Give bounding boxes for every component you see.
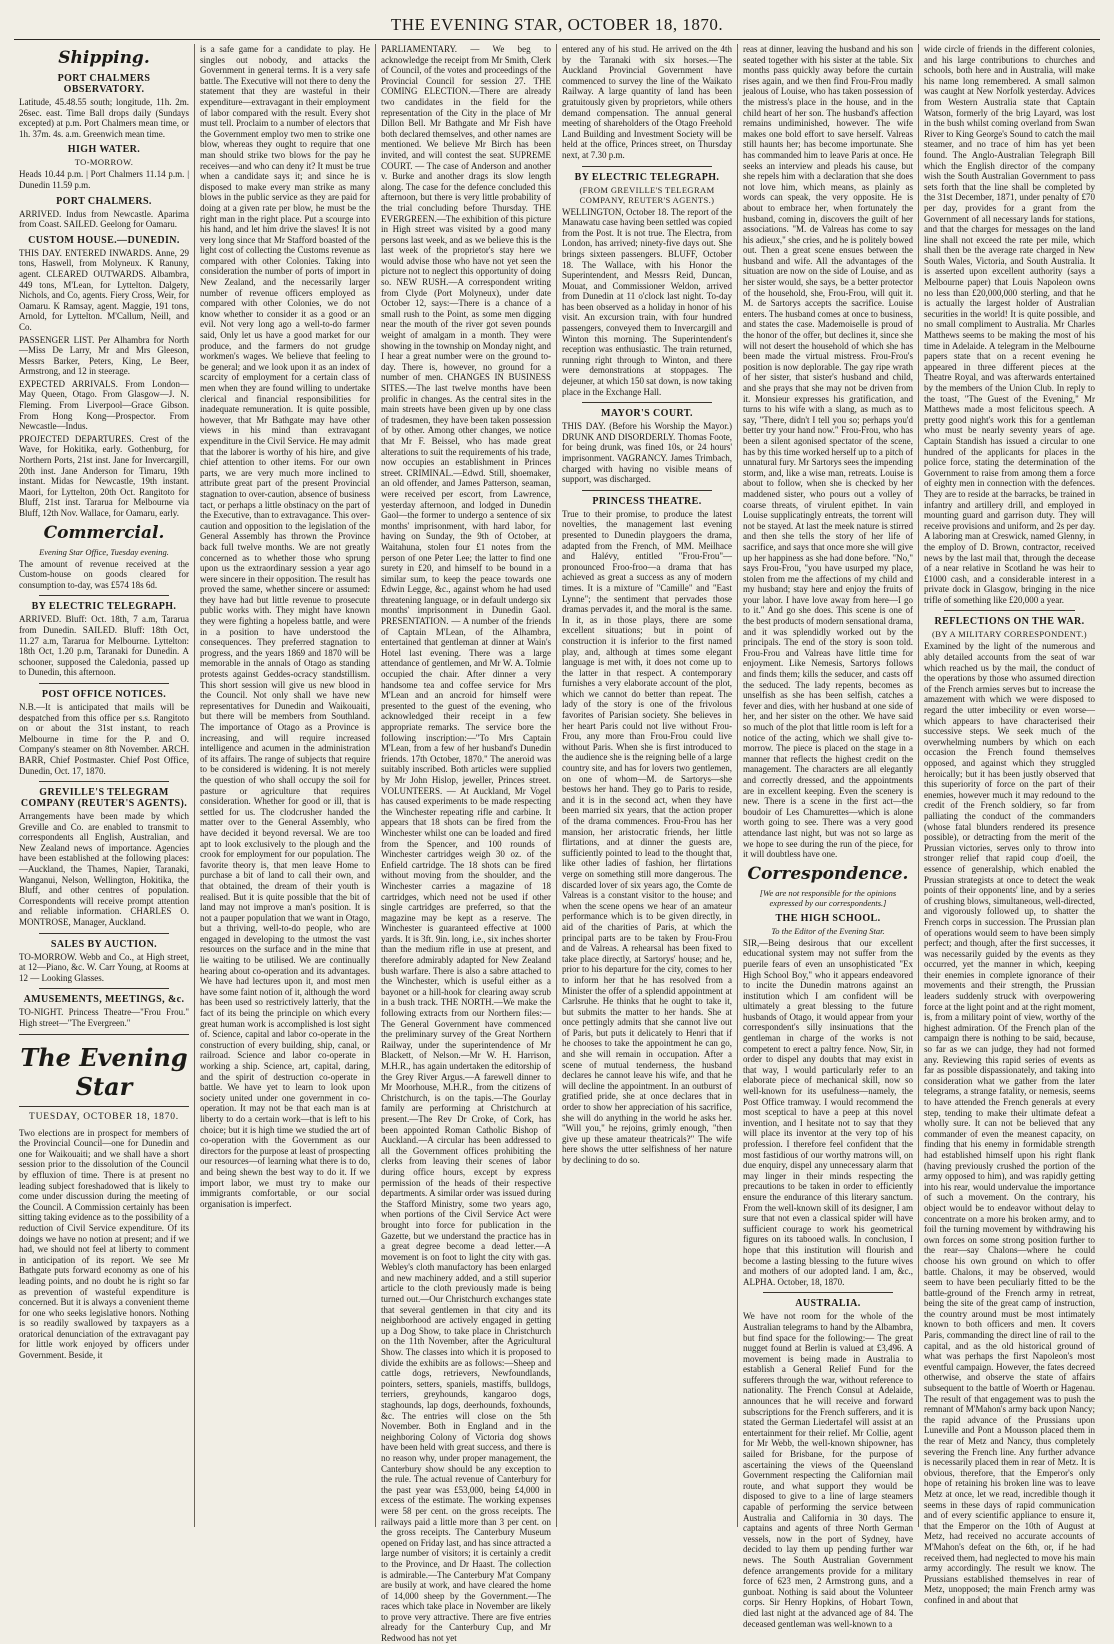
post-office-heading: POST OFFICE NOTICES. [41, 688, 167, 700]
telegraph-heading: BY ELECTRIC TELEGRAPH. [31, 601, 177, 613]
column-3 [376, 44, 557, 1644]
shipping-heading: Shipping. [58, 48, 150, 68]
column-1 [14, 44, 195, 1527]
divider [582, 402, 712, 403]
greville-heading: GREVILLE'S TELEGRAM COMPANY (REUTER'S AGENTS). [20, 787, 188, 810]
correspondence-note: [We are not responsible for the opinions expressed by our correspondents.] [759, 887, 897, 908]
masthead: THE EVENING STAR, OCTOBER 18, 1870. [14, 0, 1100, 40]
australia-text: We have not room for the whole of the Australian telegrams to hand by the Albambra, but find space for the following:— The great nugget found at Berlin is valued at £3,496. A movement is being made in Australia to establish a General Relief Fund for the sufferers through the war, without reference to nationality. The French Consul at Adelaide, announces that he will receive and forward subscriptions for the French sufferers, and it is stated the German Liedertafel will assist at an entertainment for their relief. Mr Collie, agent for Mr Webb, the well-known shipowner, has sailed for Brisbane, for the purpose of ascertaining the views of the Queensland Government respecting the Californian mail route, and what support they would be disposed to give to a line of large steamers capable of performing the service between Australia and California in 30 days. The captains and agents of three North German vessels, now in the port of Sydney, have decided to lay them up pending further war news. The South Australian Government defence arrangements provide for a military force of 623 men, 2 Armstrong guns, and a gunboat. Nothing is said about the Volunteer corps. Sir Henry Hopkins, of Hobart Town, died last night at the advanced age of 84. The deceased gentleman was well-known to a [743, 1311, 913, 1629]
high-school-heading: THE HIGH SCHOOL. [775, 912, 881, 924]
divider [19, 1106, 189, 1107]
divider [39, 683, 169, 684]
expected-arrivals-text: EXPECTED ARRIVALS. From London—May Queen, Otago. From Glasgow—J. N. Fleming. From Liverpool—Grace Gibson. From Hong Kong—Prospector. From Newcastle—Indus. [19, 378, 189, 432]
high-water-sub: TO-MORROW. [74, 157, 134, 168]
observatory-heading: PORT CHALMERS OBSERVATORY. [57, 73, 151, 95]
divider [39, 595, 169, 596]
divider [39, 988, 169, 989]
divider [39, 781, 169, 782]
amusements-heading: AMUSEMENTS, MEETINGS, &c. [23, 994, 185, 1006]
projected-departures-text: PROJECTED DEPARTURES. Crest of the Wave, for Hokitika, early. Gothenburg, for Northern Ports, 21st inst. Jane for Invercargill, 20th inst. Jane Anderson for Timaru, 19th instant. Midas for Newcastle, 19th instant. Maori, for Lyttelton, 20th Oct. Rangitoto for Bluff, 21st inst. Tararua for Melbourne via Bluff, 12th Nov. Wallace, for Oamaru, early. [19, 433, 189, 518]
commercial-heading: Commercial. [43, 522, 165, 543]
mayors-court-text: THIS DAY. (Before his Worship the Mayor.) DRUNK AND DISORDERLY. Thomas Foote, for being drunk, was fined 10s, or 24 hours' imprisonment. VAGRANCY. James Trimbach, charged with having no visible means of support, was discharged. [562, 421, 732, 485]
local-news-continued: entered any of his stud. He arrived on the 4th by the Taranaki with six horses.—The Auckland Provincial Government have commenced to survey the line of the Waikato Railway. A large quantity of land has been gratuitously given by proprietors, while others demand compensation. The annual general meeting of shareholders of the Otago Freehold Land Building and Investment Society will be held at the office, Princes street, on Thursday next, at 7.30 p.m. [562, 44, 732, 160]
column-6 [919, 44, 1100, 1605]
greville-text: Arrangements have been made by which Greville and Co. are enabled to transmit to correspondents all English, Australian, and New Zealand news of importance. Agencies have been established at the following places:—Auckland, the Thames, Napier, Taranaki, Wanganui, Nelson, Wellington, Hokitika, the Bluff, and other centres of population. Correspondents will receive prompt attention and reliable information. CHARLES O. MONTROSE, Manager, Auckland. [19, 811, 189, 928]
high-school-sub: To the Editor of the Evening Star. [771, 925, 885, 936]
telegraph-heading: BY ELECTRIC TELEGRAPH. [574, 171, 720, 183]
princess-theatre-heading: PRINCESS THEATRE. [592, 495, 702, 507]
evening-star-title: The Evening Star [20, 1042, 188, 1101]
australia-heading: AUSTRALIA. [795, 1298, 861, 1310]
reflections-text: Examined by the light of the numerous and ably detailed accounts from the seat of war which reached us by the mail, the conduct of the operations by those who assumed direction of the French armies serves but to increase the amazement with which we were disposed to regard the utter imbecility or even worse—which appears to have characterised their successive steps. We seek much of the overwhelming numbers by which on each occasion the French found themselves opposed, and against which they struggled heroically; but it has been justly observed that this superiority of force on the part of their enemies, however much it may redound to the credit of the French soldiery, so far from palliating the conduct of the commanders (whose fatal blunders rendered its presence possible), or detracting from the merit of the Prussian victories, serves only to throw into stronger relief that rapid coup d'oeil, the essence of generalship, which enabled the Prussian strategists at once to detect the weak points of their opponents' line, and by a series of crushing blows, simultaneous, well-directed, and vigorously followed up, to shatter the French corps in succession. The Prussian plan of operations would seem to have been simply perfect; and though, after the first successes, it was necessarily guided by the events as they occurred, yet the manner in which, keeping their enemies in complete ignorance of their movements and their strength, the Prussian leaders suddenly struck with overpowering force at the light point and at the right moment, is, from a military point of view, worthy of the highest admiration. Of the French plan of the campaign there is nothing to be said, because, so far as we can judge, they had not formed any. Reviewing this rapid series of events as far as possible dispassionately, and taking into consideration what we gather from the later telegrams, a strange fatality, or nemesis, seems to have attended the French generals at every step, tending to make their ultimate defeat a wholly sure. It can not be believed that any commander of even the meanest capacity, on finding that his enemy in formidable strength had established himself upon his right flank (having previously crushed the portion of the army opposed to him), and was rapidly getting into his rear, would undervalue the importance of such a movement. On the contrary, his object would be to endeavor without delay to concentrate on a more his broken army, and to foil the turning movement by withdrawing his own forces on some strong position further to the rear—say Chalons—where he could choose his own ground on which to offer battle. Chalons, it may be observed, would seem to have been peculiarly fitted to be the battle-ground of the French army in retreat, being the site of the great camp of instruction, the country around must be most intimately known to both officers and men. It covers Paris, commanding the direct line of rail to the capital, and as the old historical ground of what was perhaps the first Napoleon's most eventful campaign. However, the fates decreed otherwise, and observe the state of affairs subsequent to the battle of Woerth or Hagenau. The result of that engagement was to push the remnant of M'Mahon's army back upon Nancy; the rapid advance of the Prussians upon Luneville and Pont a Mousson placed them in the rear of Metz and Nancy, thus completely severing the French line. Any further advance is necessarily placed them in rear of Metz. It is obvious, therefore, that the Emperor's only hope of retaining his broken line was to leave Metz at once, let we read, incredible though it seems in these days of rapid communication and of every scientific appliance to ensure it, that the Emperor on the 10th of August at Metz, had received no accurate accounts of M'Mahon's defeat on the 6th, or, if he had received them, had neglected to move his main army accordingly. The result we know. The Prussians established themselves in rear of Metz, unopposed; the main French army was confined in and about that [924, 641, 1095, 1605]
port-chalmers-text: ARRIVED. Indus from Newcastle. Aparima from Coast. SAILED. Geelong for Oamaru. [19, 208, 189, 230]
reflections-sub: (BY A MILITARY CORRESPONDENT.) [931, 629, 1088, 640]
custom-house-text: THIS DAY. ENTERED INWARDS. Anne, 29 tons, Haswell, from Molyneux. K Ranuny, agent. CLEARED OUTWARDS. Albambra, 449 tons, M'Lean, for Lyttelton. Dalgety, Nichols, and Co, agents. Fiery Cross, Weir, for Oamaru. K Ramsay, agent. Maggie, 191 tons, Arnold, for Lyttelton. M'Callum, Neill, and Co. [19, 247, 189, 332]
issue-date: TUESDAY, OCTOBER 18, 1870. [29, 1111, 179, 1122]
australia-continued: wide circle of friends in the different colonies, and his large contributions to churches and schools, both here and in Australia, will make his name long remembered. A small salmon was caught at New Norfolk yesterday. Advices from Western Australia state that Captain Watson, formerly of the brig Layard, was lost in the bush whilst coming overland from Swan River to King George's Sound to catch the mail steamer, and no trace of him has yet been found. The Anglo-Australian Telegraph Bill which the English director of the company wish the South Australian Government to pass sets forth that the line shall be completed by the 31st December, 1871, under penalty of £70 per day, provides for a grant from the Government of all necessary lands for stations, and that the charges for messages on the land line shall not exceed the rate per mile, which shall then be the average rate charged in New South Wales, Victoria, and South Australia. It is asserted upon excellent authority (says a Melbourne paper) that Louis Napoleon owns no less than £20,000,000 sterling, and that he is actually the largest holder of Australian securities in the world! It is quite possible, and no small compliment to Australia. Mr Charles Matthews seems to be making the most of his time in Adelaide. A telegram in the Melbourne papers state that on a recent evening he appeared in three different pieces at the Theatre Royal, and was afterwards entertained by the members of the Union Club. In reply to the toast, "The Guest of the Evening," Mr Matthews made a most felicitous speech. A pretty good night's work this for a gentleman who must be nearly seventy years of age. Captain Standish has issued a circular to one hundred of the applicants for places in the police force, stating the determination of the Government to raise from among them a force of eighty men in connection with the defences. They are to reside at the barracks, be trained in infantry and artillery drill, and employed in mounting guard and garrison duty. They will receive provisions and uniform, and 2s per day. A laboring man at Creswick, named Glenny, in the employ of D. Brown, contractor, received news by the last mail that, through the decease of a near relative in Scotland he was heir to £1000 cash, and a considerable interest in a private dock in Glasgow, bringing in the nice trifle of something like £20,000 a year. [924, 44, 1095, 605]
high-water-text: Heads 10.44 p.m. | Port Chalmers 11.14 p.m. | Dunedin 11.59 p.m. [19, 169, 189, 190]
correspondence-heading: Correspondence. [747, 863, 909, 884]
commercial-sub: Evening Star Office, Tuesday evening. [39, 546, 169, 557]
high-school-letter: SIR,—Being desirous that our excellent educational system may not suffer from the puerile fears of even an unsophisticated "Ex High School Boy," who it appears endeavored to incite the Dunedin matrons against an institution which I am confident will be ultimately a great blessing to the future husbands of Otago, it would appear from your correspondent's silly insinuations that the gentleman in charge of the works is not competent to erect a paltry fence. Now, Sir, in order to dispel any doubts that may exist in that way, I would particularly refer to an elaborate piece of mechanical skill, now so well-known for its usefulness—namely, the Post Office tramway. I would recommend the most sceptical to have a peep at this novel invention, and I hesitate not to say that they will place its inventor at the very top of his profession. I therefore feel confident that the most fastidious of our worthy matrons will, on due enquiry, dispel any unnecessary alarm that may linger in their minds respecting the precautions to be taken in order to efficiently ensure the endurance of this literary sanctum. From the well-known skill of its designer, I am sure that not even a classical spider will have sufficient courage to work his geometrical figures on its tabooed walls. In conclusion, I hope that this institution will flourish and become a lasting blessing to the future wives and mothers of our adopted land. I am, &c., ALPHA. October, 18, 1870. [743, 937, 913, 1287]
commercial-text: The amount of revenue received at the Custom-house on goods cleared for consumption to-day, was £574 18s 6d. [19, 558, 189, 590]
divider [944, 610, 1075, 611]
divider [582, 166, 712, 167]
sales-heading: SALES BY AUCTION. [50, 938, 158, 950]
column-5 [738, 44, 919, 1629]
divider [582, 490, 712, 491]
princess-theatre-text: True to their promise, to produce the latest novelties, the management last evening presented to Dunedin playgoers the drama, adapted from the French, of MM. Meilhace and Halévy, entitled "Frou-Frou"—pronounced Froo-froo—a drama that has achieved as great a success as any of modern times. It is a mixture of "Camille" and "East Lynne"; the sentiment that pervades those dramas pervades it, and the moral is the same. In it, as in those plays, there are some excellent situations; but in point of construction it is inferior to the first named play, and, although at times some elegant language is met with, it does not come up to the latter in that respect. A contemporary furnishes a very elaborate account of the plot, which we cannot do better than repeat. The lady of the story is one of the frivolous favorites of Parisian society. She believes in her heart Paris could not live without Frou-Frou, any more than Frou-Frou could live without Paris. When she is first introduced to the audience she is the reigning belle of a large country site, and has for lovers two gentlemen, on one of whom—M. de Sartorys—she bestows her hand. They go to Paris to reside, and it is in the second act, when they have been married six years, that the action proper of the drama commences. Frou-Frou has her mansion, her aristocratic friends, her little flirtations, and at dinner the guests are, sufficiently pointed to lead to the thought that, like other ladies of fashion, her flirtations verge on something still more dangerous. The discarded lover of six years ago, the Comte de Valreas is a constant visitor to the house; and when the scene opens we hear of an amateur performance which is to be given directly, in aid of the charities of Paris, at which the principal parts are to be taken by Frou-Frou and de Valreas. A rehearsal has been fixed to take place directly, at Sartorys' house; and he, prior to his departure for the city, comes to her to inform her that he has resolved from a Minister the offer of a splendid appointment at Carlsruhe. He thinks that he ought to take it, but submits the matter to her hands. She at once pettingly admits that she cannot live out of Paris, but puts it delicately to Henri that if he chooses to take the appointment he can go, and she will remain in occupation. After a scene of mutual tenderness, the husband declares he cannot leave his wife, and that he will decline the appointment. In an outburst of gratified pride, she at once declares that in order to show her appreciation of his sacrifice, she will do anything in the world he asks her. "Will you," he rejoins, grimly enough, "then give up these amateur theatricals?" The wife here shows the utter selfishness of her nature by declining to do so. [562, 508, 732, 1165]
telegraph-text: WELLINGTON, October 18. The report of the Manawatu case having been settled was copied from the Post. It is not true. The Electra, from London, has arrived; ninety-five days out. She brings sixteen passengers. BLUFF, October 18. The Wallace, with his Honor the Superintendent, and Messrs Reid, Duncan, Mouat, and Commissioner Weldon, arrived from Dunedin at 11 o'clock last night. To-day has been observed as a holiday in honor of his visit. An excursion train, with four hundred passengers, conveyed them to Invercargill and Winton this morning. The Superintendent's reception was enthusiastic. The train returned, running right through to Winton, and there were demonstrations at stoppages. The dejeuner, at which 150 sat down, is now taking place in the Exchange Hall. [562, 206, 732, 397]
leading-article-continued: is a safe game for a candidate to play. He singles out nobody, and attacks the Government in general terms. It is a very safe battle. The Executive will not there to deny the statement that they are wasteful in their expenditure—extravagant in their employment of labor compared with the result. Every shot must tell. Proclaim to a number of electors that the Government employ two men to strike one blow, whereas they ought to require that one man should strike two blows for the pay he receives—and who can deny it? It must be true when a candidate says it; and since he is disposed to make every man strike as many blows in the public service as they are paid for doing at a given rate per blow, he must be the right man in the right place. Put a scourge into his hand, and let him drive the slaves! It is not very long since that Mr Stafford boasted of the light cost of collecting the Customs revenue as compared with other Colonies. Taking into consideration the number of ports of import in New Zealand, and the necessarily larger number of revenue officers employed as compared with other Colonies, we do not know whether to consider it as a good or an evil. Not very long ago a well-to-do farmer said, Only let us have a good market for our produce, and the farmers do not grudge workmen's wages. We believe that feeling to be general; and we look upon it as an index of scarcity of employment for a certain class of men when they are found willing to undertake clerical and financial responsibilities for inadequate remuneration. It is quite possible, however, that Mr Bathgate may have other views in his mind than extravagant expenditure in the Civil Service. He may admit that the laborer is worthy of his hire, and give chief attention to other items. For our own parts, we are very much more inclined to attribute great part of the present Provincial stagnation to over-caution, absence of business tact, or perhaps a little obstinacy on the part of the Executive, than to extravagance. This over-caution and opposition to the legislation of the General Assembly has thrown the Province back full twelve months. We are not greatly concerned as to whether those who sprung upon us the extraordinary session a year ago were sincere in their opposition. The result has proved the same, whether sincere or assumed: they have had but little revenue to prosecute public works with. They might have known they were fighting a hopeless battle, and were in a position to have understood the consequences. They preferred stagnation to progress, and the years 1869 and 1870 will be memorable in the annals of Otago as standing protests against Geddes-ocracy standstillism. This short session will give us new blood in the Council. Not only shall we have new representatives for Dunedin and Waikouaiti, but there will be members from Southland. The importance of Otago as a Province is increasing, and will require increased intelligence and acumen in the administration of its affairs. The range of subjects that require to be considered is widening. It is not merely the question of who shall occupy the soil for pasture or agriculture that requires consideration. Whether for good or ill, that is settled for us. The clodcrusher handed the matter over to the General Assembly, who have decided it beyond reversal. We are too apt to look exclusively to the plough and the crook for employment for our population. The favorite theory is, that men leave Home to purchase a bit of land to call their own, and that obtained, the dream of their youth is realised. But it is quite possible that the bit of land may not improve a man's position. It is not a pauper population that we want in Otago, but a thriving, well-to-do people, who are engaged in developing to the utmost the vast resources on the surface and in the mine that lie waiting to be utilised. We are continually hearing about co-operation and its advantages. We have had lectures upon it, and most men have some faint notion of it, although the word has been used so restrictively latterly, that the fact of its being the principle on which every great human work is accomplished is lost sight of. Science, capital and labor co-operate in the construction of every building, ship, canal, or railroad. Science and labor co-operate in working a ship. Science, art, capital, daring, and the spirit of destruction co-operate in battle. We have yet to learn to look upon society united under one government in co-operation. It may not be that each man is at liberty to do a certain work—that is left to his choice; but it is high time we studied the art of co-operation with the Government as our directors for the purpose at least of prospecting our resources—of learning what there is to do, and being shewn the best way to do it. If we import labor, we must try to make our immigrants comfortable, or our social organisation is imperfect. [200, 44, 370, 1209]
sales-text: TO-MORROW. Webb and Co., at High street, at 12—Piano, &c. W. Carr Young, at Rooms at 12 — Looking Glasses. [19, 951, 189, 983]
amusements-text: TO-NIGHT. Princess Theatre—"Frou Frou." High street—"The Evergreen." [19, 1007, 189, 1028]
theatre-review-continued: reas at dinner, leaving the husband and his son seated together with his sister at the table. Six months pass quickly away before the curtain rises again, and we then find Frou-Frou madly jealous of Louise, who has taken possession of the mistress's place in the house, and in the child heart of her son. The husband's affection remains undiminished, however. The wife makes one bold effort to save herself. Valreas still haunts her; has become importunate. She has commanded him to leave Paris at once. He seeks an interview and pleads his cause, but she repels him with a declaration that she does not love him, which means, as plainly as words can speak, the very opposite. He is about to embrace her, when fortunately the husband, coming in, discovers the guilt of her associations. "M. de Valreas has come to say his adieux," she cries, and he is politely bowed out. Then a great scene ensues between the husband and wife. All the advantages of the situation are now on the side of Louise, and as her sister would, she says, be a better protector of the household, she, Frou-Frou, will quit it. M. de Sartorys accepts the sacrifice. Louise enters. The husband comes at once to business, and states the case. Mademoiselle is proud of the honor of the offer, but declines it, since she will not desert the household of which she has been made the virtual mistress. Frou-Frou's position is now deplorable. The gay ripe wrath of her sister, that sister's husband and child, and she prays that she may not be driven from it. Monsieur expresses his gratification, and turns to his wife with a slang, as much as to say, "There, didn't I tell you so; perhaps you'd better try your hand now." Frou-Frou, who has been a silent agonised spectator of the scene, has by this time worked herself up to a pitch of unnatural fury. Mr Sartorys sees the impending storm, and, like a wise man, retreats. Louise is about to follow, when she is checked by her maddened sister, who pours out a volley of coarse threats, of virulent epithet. In vain Louise supplicatingly entreats, the torrent will not be stayed. At last the meek nature is stirred and then she tells the story of her life of sacrifice, and says that once more she will give up her happiness as she had done before. "No," says Frou-Frou, "you have usurped my place, stolen from me the affections of my child and my husband; stay here and enjoy the fruits of your labor. I have love away from here—I go to it." And go she does. This scene is one of the best products of modern sensational drama, and it was splendidly worked out by the principals. The end of the story is soon told. Frou-Frou and Valreas have little time for enjoyment. Like Nemesis, Sartorys follows and finds them; kills the seducer, and casts off the seduced. The lady repents, becomes as unselfish as she has been selfish, catches a fever and dies, with her husband at one side of her, and her sister on the other. We have said so much of the plot that little room is left for a notice of the acting, which we shall give to-morrow. The piece is placed on the stage in a manner that reflects the highest credit on the management. The characters are all elegantly and correctly dressed, and the appointments are in excellent keeping. Even the scenery is new. There is a scene in the first act—the boudoir of Les Chamurettes—which is alone worth going to see. There was a very good attendance last night, but was not so large as we hope to see during the run of the piece, for it will doubtless have one. [743, 44, 913, 860]
telegraph-text: ARRIVED. Bluff: Oct. 18th, 7 a.m, Tararua from Dunedin. SAILED. Bluff: 18th Oct, 11.27 a.m, Tararua for Melbourne. Lyttelton: 18th Oct, 1.20 p.m, Taranaki for Dunedin. A schooner, supposed the Caledonia, passed up to Dunedin, this afternoon. [19, 614, 189, 678]
reflections-heading: REFLECTIONS ON THE WAR. [934, 616, 1085, 628]
divider [763, 1292, 893, 1293]
high-water-heading: HIGH WATER. [67, 144, 141, 156]
post-office-text: N.B.—It is anticipated that mails will be despatched from this office per s.s. Rangitoto on or about the 31st instant, to reach Melbourne in time for the P. and O. Company's steamer on 8th November. ARCH. BARR, Chief Postmaster. Chief Post Office, Dunedin, Oct. 17, 1870. [19, 701, 189, 776]
divider [19, 1034, 189, 1035]
observatory-text: Latitude, 45.48.55 south; longitude, 11h. 2m. 26sec. east. Time Ball drops daily (Sundays excepted) at p.m. Port Chalmers mean time, or 1h. 37m. 4s. a.m. Greenwich mean time. [19, 97, 189, 139]
passenger-list-text: PASSENGER LIST. Per Alhambra for North—Miss De Larry, Mr and Mrs Gleeson, Messrs Barker, Peters, King, Le Beer, Armstrong, and 12 in steerage. [19, 334, 189, 377]
columns [14, 44, 1100, 1644]
port-chalmers-heading: PORT CHALMERS. [56, 195, 152, 207]
custom-house-heading: CUSTOM HOUSE.—DUNEDIN. [28, 234, 180, 246]
column-4 [557, 44, 738, 1527]
divider [39, 933, 169, 934]
column-2 [195, 44, 376, 1527]
local-news-text: PARLIAMENTARY. — We beg to acknowledge the receipt from Mr Smith, Clerk of Council, of the votes and proceedings of the Provincial Council for session 27. THE COMING ELECTION.—There are already two candidates in the field for the representation of the City in the place of Mr Dillon Bell. Mr Bathgate and Mr Fish have both declared themselves, and other names are mentioned. We believe Mr Birch has been invited, and will contest the seat. SUPREME COURT. — The case of Anderson and another v. Burke and another drags its slow length along. The case for the defence concluded this afternoon, but there is very little probability of the trial concluding before Thursday. THE EVERGREEN.—The exhibition of this picture in High street was visited by a good many persons last week, and as we believe this is the last week of the proprietor's stay here we would advise those who have not yet seen the picture not to neglect this opportunity of doing so. NEW RUSH.—A correspondent writing from Clyde (Port Molyneux), under date October 12, says:—There is a chance of a small rush to the Point, as some men digging near the mouth of the river got seven pounds weight of amalgam in a month. They were showing in the township on Monday night, and I hear a great number were on the ground to-day. There is, however, no ground for a number of men. CHANGES IN BUSINESS SITES.—The last twelve months have been prolific in changes. As the central sites in the main streets have been given up by one class of tradesmen, they have been taken possession of by other. Among other changes, we notice that Mr F. Beissel, who has made great alterations to suit the requirements of his trade, now occupies an establishment in Princes street. CRIMINAL.—Edwd. Still, shoemaker, an old offender, and James Patterson, seaman, were received per escort, from Lawrence, yesterday afternoon, and lodged in Dunedin Gaol—the former to undergo a sentence of six months' imprisonment, with hard labor, for having on Sunday, the 9th of October, at Waitahuna, stolen four £1 notes from the person of one Peter Lee; the latter to find one surety in £20, and himself to be bound in a similar sum, to keep the peace towards one Edwin Legge, &c., against whom he had used threatening language, or in default undergo six months' imprisonment in Dunedin Gaol. PRESENTATION. — A number of the friends of Captain M'Lean, of the Alhambra, entertained that gentleman at dinner at Wain's Hotel last evening. There was a large attendance of gentlemen, and Mr W. A. Tolmie occupied the chair. After dinner a very handsome tea and coffee service for Mrs M'Lean and an ancroid for himself were presented to the guest of the evening, who acknowledged their receipt in a few appropriate remarks. The service bore the following inscription:—"To Mrs Captain M'Lean, from a few of her husband's Dunedin friends. 17th October, 1870." The aneroid was suitably inscribed. Both articles were supplied by Mr John Hislop, jeweller, Princes street. VOLUNTEERS. — At Auckland, Mr Vogel has caused experiments to be made respecting the Winchester repeating rifle and carbine. It appears that 18 shots can be fired from the Winchester whilst one can be loaded and fired from the Spencer, and 100 rounds of Winchester cartridges weigh 30 oz. of the Enfield cartridge. The 18 shots can be fired without moving from the shoulder, and the Winchester carries a magazine of 18 cartridges, which need not be used if other single cartridges are preferred, so that the magazine may be kept as a reserve. The Winchester is guaranteed effective at 1000 yards. It is 3ft. 9in. long, i.e., six inches shorter than the medium rifle in use at present, and therefore admirably adapted for New Zealand bush warfare. There is also a sabre attached to the Winchester, which is useful either as a bayonet or a hill-hook for clearing away scrub in a bush track. THE NORTH.—We make the following extracts from our Northern files:—The General Government have commenced the preliminary survey of the Great Northern Railway, under the superintendence of Mr Blackett, of Nelson.—Mr W. H. Harrison, M.H.R., has again undertaken the editorship of the Grey River Argus.—A farewell dinner to Mr Moorhouse, M.H.R., from the citizens of Christchurch, is on the tapis.—The Gourlay family are performing at Christchurch at present.—The Rev Dr Croke, of Cork, has been appointed Roman Catholic Bishop of Auckland.—A circular has been addressed to all the Government offices prohibiting the clerks from leaving their scenes of labor during office hours, except by express permission of the heads of their respective departments. A similar order was issued during the Stafford Ministry, some two years ago, when portions of the Civil Service Act were brought into force for publication in the Gazette, but we understand the practice has in a great degree become a dead letter.—A movement is on foot to light the city with gas. Webley's cloth manufactory has been enlarged and new machinery added, and a still superior article to the cloth previously made is being turned out.—Our Christchurch exchanges state that several gentlemen in that city and its neighborhood are actively engaged in getting up a Dog Show, to take place in Christchurch on the 11th November, after the Agricultural Show. The classes into which it is proposed to divide the exhibits are as follows:—Sheep and cattle dogs, retrievers, Newfoundlands, pointers, setters, spaniels, mastiffs, bulldogs, terriers, greyhounds, kangaroo dogs, staghounds, lap dogs, deerhounds, foxhounds, &c. The entries will close on the 5th November. Both in England and in the neighboring Colony of Victoria dog shows have been held with great success, and there is no reason why, under proper management, the Canterbury show should be any exception to the rule. The actual revenue of Canterbury for the past year was £53,000, being £4,000 in excess of the estimate. The working expenses were 58 per cent. on the gross receipts. The railways paid a little more than 3 per cent. on the gross receipts. The Canterbury Museum opened on Friday last, and has since attracted a large number of visitors; it is certainly a credit to the Province, and Dr Haast. The collection is admirable.—The Canterbury M'at Company are busily at work, and have cleared the home of 14,000 sheep by the Government.—The races which take place in November are likely to prove very attractive. There are five entries already for the Canterbury Cup, and Mr Redwood has not yet [381, 44, 551, 1644]
mayors-court-heading: MAYOR'S COURT. [601, 408, 693, 420]
leading-article-text: Two elections are in prospect for members of the Provincial Council—one for Dunedin and one for Waikouaiti; and we shall have a short session prior to the dissolution of the Council by effluxion of time. There is at present no leading subject foreshadowed that is likely to come under discussion during the meeting of the Council. A Commission certainly has been sitting taking evidence as to the possibility of a reduction of Civil Service expenditure. Of its doings we have no notion at present; and if we had, we should not feel at liberty to comment in anticipation of its report. We see Mr Bathgate puts forward economy as one of his leading points, and no doubt he is right so far as prevention of wasteful expenditure is concerned. But it is always a convenient theme for one who seeks legislative honors. Nothing is so readily swallowed by taxpayers as a oratorical denunciation of the extravagant pay for little work enjoyed by officers under Government. Beside, it [19, 1127, 189, 1361]
telegraph-sub: (FROM GREVILLE'S TELEGRAM COMPANY, REUTER'S AGENTS.) [579, 184, 715, 205]
